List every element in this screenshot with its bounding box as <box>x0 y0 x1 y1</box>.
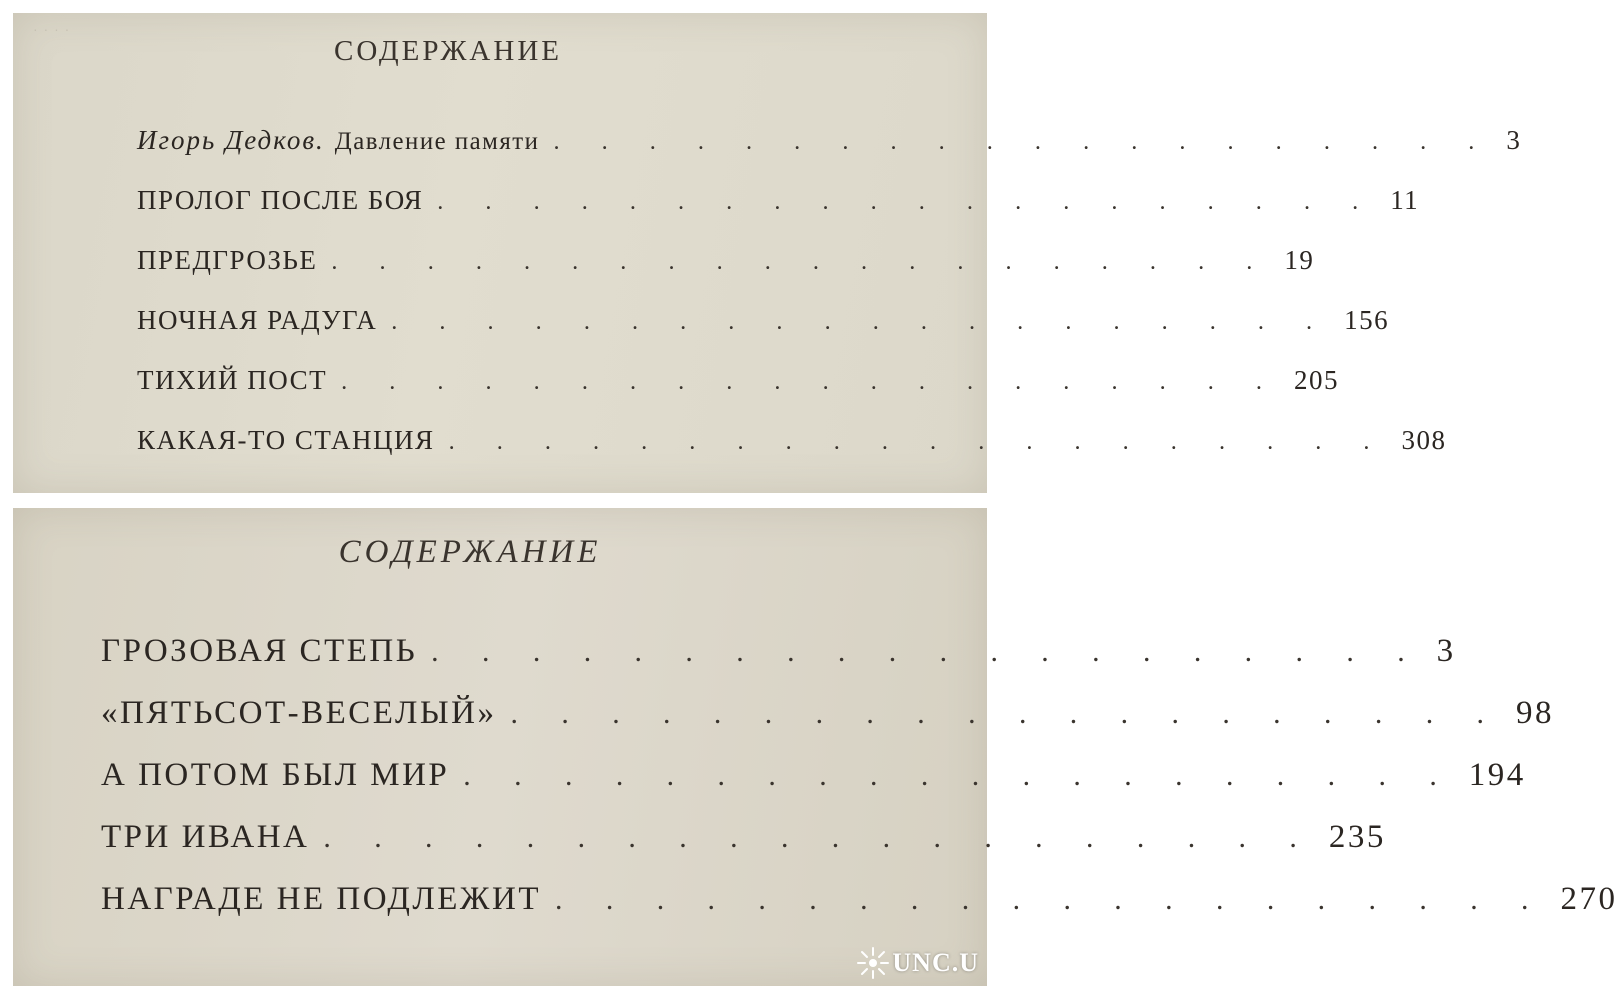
toc-entry <box>137 425 1447 485</box>
dot-leader: . . . . . . . . . . . . . . . . . . . . <box>555 884 1547 916</box>
toc-entry <box>137 305 1390 365</box>
toc-entry <box>101 633 1456 695</box>
toc-entry-title: НАГРАДЕ НЕ ПОДЛЕЖИТ <box>101 881 541 917</box>
toc-entry-page: 3 <box>1506 125 1522 155</box>
site-watermark <box>856 946 979 980</box>
toc-entry <box>101 881 1617 943</box>
page-title: СОДЕРЖАНИЕ <box>334 35 562 67</box>
toc-entry <box>137 185 1420 245</box>
toc-list <box>101 633 1617 943</box>
toc-entry-page: 11 <box>1390 185 1420 215</box>
toc-entry-title: ПРОЛОГ ПОСЛЕ БОЯ <box>137 185 424 215</box>
dot-leader: . . . . . . . . . . . . . . . . . . . . <box>510 698 1502 730</box>
sunburst-icon <box>856 946 890 980</box>
dot-leader: . . . . . . . . . . . . . . . . . . . . <box>431 636 1423 668</box>
toc-entry <box>101 757 1526 819</box>
bleed-through-text: · · · · <box>33 21 71 37</box>
toc-entry <box>137 245 1315 305</box>
toc-entry-page: 270 <box>1560 881 1617 917</box>
dot-leader: . . . . . . . . . . . . . . . . . . . . <box>553 128 1493 155</box>
toc-entry-title: Давление памяти <box>334 128 540 155</box>
toc-entry-title: КАКАЯ-ТО СТАНЦИЯ <box>137 425 435 455</box>
toc-entry-page: 205 <box>1293 365 1339 395</box>
toc-entry-title: А ПОТОМ БЫЛ МИР <box>101 757 450 793</box>
dot-leader: . . . . . . . . . . . . . . . . . . . . <box>448 428 1388 455</box>
toc-entry-page: 308 <box>1401 425 1447 455</box>
toc-entry <box>137 125 1522 185</box>
toc-entry-title: ТРИ ИВАНА <box>101 819 310 855</box>
toc-entry-title: «ПЯТЬСОТ-ВЕСЕЛЫЙ» <box>101 695 497 731</box>
toc-entry-page: 156 <box>1344 305 1390 335</box>
contents-page-bottom <box>13 508 1617 986</box>
dot-leader: . . . . . . . . . . . . . . . . . . . . <box>463 760 1455 792</box>
contents-page-top <box>13 13 1522 493</box>
toc-entry-page: 98 <box>1515 695 1554 731</box>
toc-entry-author: Игорь Дедков. <box>137 125 325 155</box>
toc-entry <box>137 365 1339 425</box>
page-title: СОДЕРЖАНИЕ <box>338 534 602 570</box>
dot-leader: . . . . . . . . . . . . . . . . . . . . <box>437 188 1377 215</box>
toc-entry-page: 194 <box>1468 757 1526 793</box>
toc-entry <box>101 819 1386 881</box>
watermark-text: UNC.U <box>892 948 979 977</box>
toc-entry <box>101 695 1554 757</box>
toc-entry-title: ТИХИЙ ПОСТ <box>137 365 328 395</box>
toc-list <box>137 125 1522 485</box>
dot-leader: . . . . . . . . . . . . . . . . . . . . <box>323 822 1315 854</box>
dot-leader: . . . . . . . . . . . . . . . . . . . . <box>341 368 1280 395</box>
dot-leader: . . . . . . . . . . . . . . . . . . . . <box>391 308 1331 335</box>
toc-entry-title: ПРЕДГРОЗЬЕ <box>137 245 318 275</box>
toc-entry-title: НОЧНАЯ РАДУГА <box>137 305 378 335</box>
dot-leader: . . . . . . . . . . . . . . . . . . . . <box>331 248 1271 275</box>
toc-entry-page: 3 <box>1436 633 1456 669</box>
toc-entry-page: 19 <box>1284 245 1315 275</box>
toc-entry-page: 235 <box>1328 819 1386 855</box>
toc-entry-title: ГРОЗОВАЯ СТЕПЬ <box>101 633 418 669</box>
